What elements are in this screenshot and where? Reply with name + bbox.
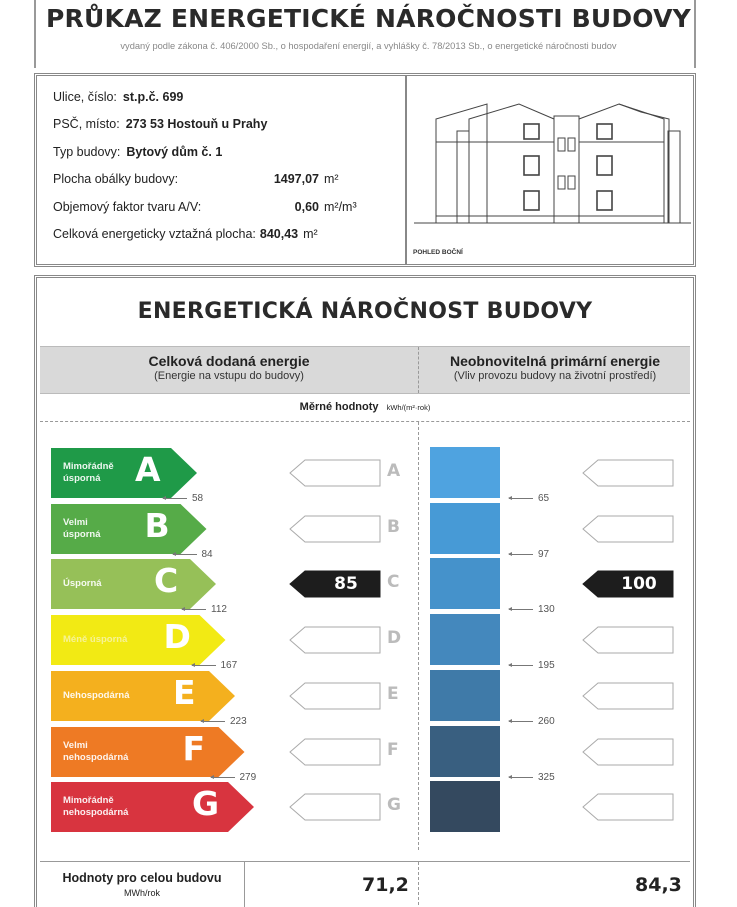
delivered-marker-letter-e: E [387,683,399,704]
class-bar-b [51,504,207,554]
threshold-arrow-icon [173,554,197,555]
reference-area-label: Celková energeticky vztažná plocha: [53,226,256,241]
class-bar-a [51,448,197,498]
threshold-arrow-icon [201,721,225,722]
totals-unit: MWh/rok [124,888,160,898]
delivered-threshold-1 [163,493,203,504]
primary-energy-total: 84,3 [635,874,682,896]
totals-label: Hodnoty pro celou budovu [62,871,222,885]
city-value: 273 53 Hostouň u Prahy [125,117,268,132]
header-divider [418,347,419,393]
delivered-energy-subheading: (Energie na vstupu do budovy) [154,370,304,382]
class-description-f: Velmi nehospodárná [63,739,129,763]
primary-threshold-1 [509,493,549,504]
delivered-energy-heading: Celková dodaná energie [148,353,310,369]
threshold-value: 58 [192,493,204,504]
class-letter-c: C [154,561,179,601]
primary-marker-shape-a [582,459,674,487]
primary-marker-shape-f [582,738,674,766]
primary-scale-block-b [430,503,500,554]
page-subtitle: vydaný podle zákona č. 406/2000 Sb., o hospodaření energií, a vyhlášky č. 78/2013 Sb., o energetické náročnosti budov [120,41,617,51]
threshold-arrow-icon [509,777,533,778]
class-letter-f: F [182,728,206,768]
primary-scale-block-f [430,726,500,777]
primary-scale-block-g [430,781,500,832]
street-row [53,90,405,117]
delivered-threshold-3 [182,604,227,615]
class-bar-g [51,782,254,832]
threshold-value: 279 [239,771,257,783]
delivered-marker-letter-f: F [387,739,399,760]
primary-scale-block-c [430,558,500,609]
primary-marker-shape-d [582,626,674,654]
city-label: PSČ, místo: [53,117,120,132]
primary-rating-marker-c [582,570,674,598]
primary-threshold-3 [509,604,555,615]
drawing-caption: POHLED BOČNÍ [413,249,463,256]
class-letter-a: A [135,450,161,489]
class-description-b: Velmi úsporná [63,516,101,540]
building-elevation-drawing [409,76,695,264]
primary-energy-header [420,353,690,382]
threshold-value: 130 [538,604,555,616]
energy-performance-panel [34,275,696,907]
reference-area-value: 840,43 [259,226,299,241]
primary-scale-block-d [430,614,500,665]
delivered-marker-shape-d [289,626,381,654]
class-bar-c [51,559,216,609]
delivered-rating-marker-a [289,459,381,487]
class-letter-d: D [163,617,191,657]
delivered-rating-marker-f [289,738,381,766]
threshold-value: 260 [538,715,555,727]
energy-section-title: ENERGETICKÁ NÁROČNOST BUDOVY [137,299,593,324]
threshold-value: 97 [538,548,550,560]
class-letter-e: E [173,672,196,712]
type-label: Typ budovy: [53,144,121,159]
totals-row [40,861,690,907]
delivered-marker-letter-a: A [387,461,401,481]
class-description-g: Mimořádně nehospodárná [63,795,129,819]
page-title: PRŮKAZ ENERGETICKÉ NÁROČNOSTI BUDOVY [46,4,691,33]
class-description-a: Mimořádně úsporná [63,461,114,484]
delivered-rating-value: 85 [334,574,358,595]
threshold-arrow-icon [509,554,533,555]
primary-marker-shape-b [582,515,674,543]
primary-threshold-4 [509,660,555,671]
building-info-panel [34,73,696,267]
delivered-rating-marker-b [289,515,381,543]
threshold-value: 325 [538,771,555,783]
delivered-threshold-4 [192,660,238,671]
building-drawing [409,76,693,264]
shape-factor-label: Objemový faktor tvaru A/V: [53,199,202,214]
delivered-energy-header [40,353,418,382]
reference-area-unit: m² [303,226,318,241]
threshold-value: 167 [220,660,238,672]
delivered-energy-total: 71,2 [362,874,409,896]
shape-factor-unit: m²/m³ [324,199,357,214]
delivered-rating-marker-g [289,793,381,821]
threshold-value: 223 [230,715,247,727]
specific-values-row [40,395,690,422]
envelope-row [53,172,405,199]
threshold-arrow-icon [509,665,533,666]
delivered-marker-shape-g [289,793,381,821]
class-bar-f [51,727,245,777]
totals-divider [418,862,419,907]
type-row [53,145,405,172]
primary-rating-marker-g [582,793,674,821]
class-letter-b: B [144,505,170,545]
delivered-threshold-5 [201,716,247,727]
threshold-arrow-icon [182,609,206,610]
delivered-marker-shape-a [289,459,381,487]
primary-threshold-6 [509,772,555,783]
primary-scale-block-a [430,447,500,498]
street-value: st.p.č. 699 [122,90,184,104]
envelope-unit: m² [324,172,339,187]
primary-threshold-2 [509,549,549,560]
street-label: Ulice, číslo: [53,90,117,104]
delivered-rating-marker-e [289,682,381,710]
primary-rating-marker-d [582,626,674,654]
delivered-threshold-2 [173,549,213,560]
primary-rating-marker-b [582,515,674,543]
envelope-value: 1497,07 [273,172,319,187]
columns-header [40,346,690,394]
primary-rating-value: 100 [621,574,657,595]
primary-energy-heading: Neobnovitelná primární energie [449,353,661,369]
threshold-value: 65 [538,493,550,504]
threshold-arrow-icon [192,665,216,666]
threshold-arrow-icon [509,609,533,610]
primary-marker-shape-g [582,793,674,821]
primary-rating-marker-e [582,682,674,710]
class-description-e: Nehospodárná [63,689,130,701]
threshold-arrow-icon [509,498,533,499]
class-letter-g: G [192,784,220,824]
specific-values-label: Měrné hodnoty [299,401,379,413]
delivered-rating-marker-c [289,570,381,598]
class-bar-d [51,615,226,665]
specific-values-unit: kWh/(m²·rok) [386,403,431,412]
primary-rating-marker-f [582,738,674,766]
delivered-marker-shape-b [289,515,381,543]
delivered-marker-letter-b: B [387,516,400,537]
totals-label-cell [40,862,245,907]
class-description-d: Méně úsporná [63,634,128,646]
threshold-value: 195 [538,660,555,672]
building-details [37,76,407,264]
delivered-marker-letter-g: G [387,795,401,816]
delivered-marker-letter-c: C [387,572,400,593]
class-description-c: Úsporná [63,578,102,590]
reference-area-row [53,227,405,254]
delivered-rating-marker-d [289,626,381,654]
primary-marker-shape-e [582,682,674,710]
shape-factor-row [53,200,405,227]
primary-rating-marker-a [582,459,674,487]
threshold-value: 84 [201,548,213,560]
delivered-threshold-6 [211,772,257,783]
type-value: Bytový dům č. 1 [126,144,223,159]
threshold-arrow-icon [211,777,235,778]
class-bar-e [51,671,235,721]
primary-threshold-5 [509,716,555,727]
city-row [53,117,405,144]
delivered-marker-shape-f [289,738,381,766]
threshold-value: 112 [211,604,227,616]
column-divider [418,422,419,850]
delivered-marker-letter-d: D [387,628,402,649]
delivered-marker-shape-e [289,682,381,710]
threshold-arrow-icon [163,498,187,499]
threshold-arrow-icon [509,721,533,722]
shape-factor-value: 0,60 [294,199,319,214]
envelope-label: Plocha obálky budovy: [53,172,179,187]
primary-scale-block-e [430,670,500,721]
primary-energy-subheading: (Vliv provozu budovy na životní prostředí) [453,370,657,382]
